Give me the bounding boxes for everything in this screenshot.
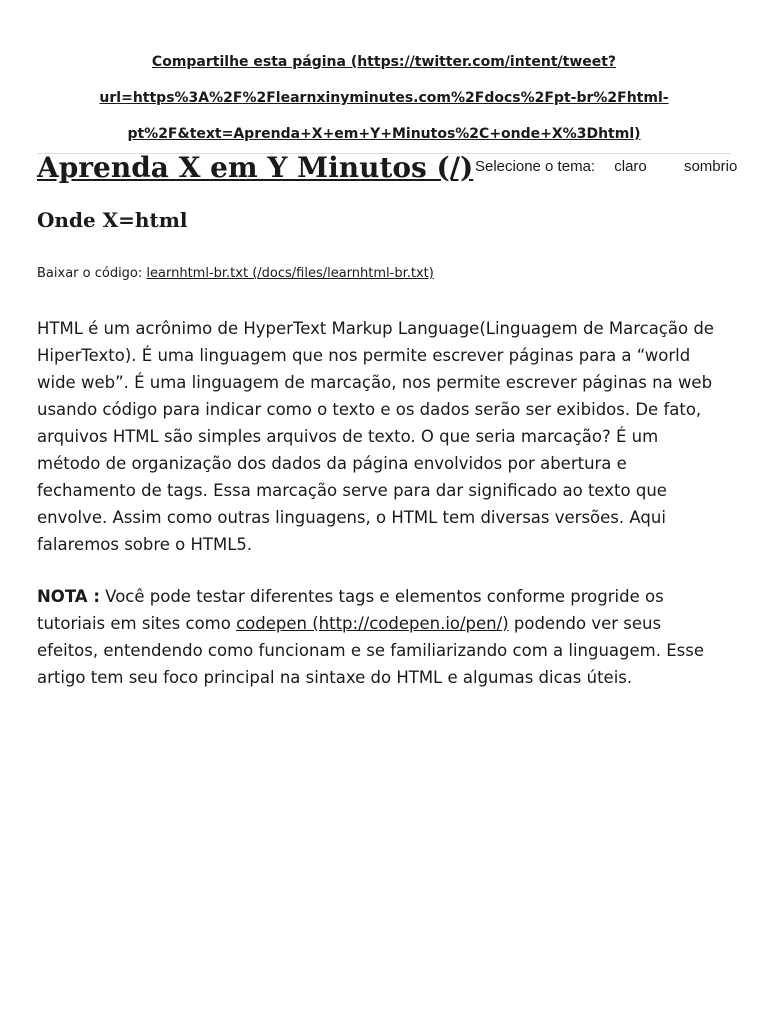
download-line [37,264,434,284]
codepen-link[interactable]: codepen (http://codepen.io/pen/) [236,614,509,633]
intro-line: HiperTexto). É uma linguagem que nos permite escrever páginas para a “world [37,346,691,365]
share-link-line-2[interactable]: url=https%3A%2F%2Flearnxinyminutes.com%2Fdocs%2Fpt-br%2Fhtml- [99,90,669,106]
theme-label: Selecione o tema: [475,158,596,175]
theme-selector [475,157,740,177]
note-line-4: artigo tem seu foco principal na sintaxe do HTML e algumas dicas úteis. [37,668,633,687]
intro-paragraph [37,315,731,558]
theme-option-light[interactable]: claro [614,158,647,175]
note-line-2 [37,610,731,637]
intro-line: usando código para indicar como o texto e os dados serão ser exibidos. De fato, [37,400,702,419]
note-paragraph [37,583,731,691]
note-text: tutoriais em sites como [37,614,237,633]
home-link[interactable]: Aprenda X em Y Minutos (/) [37,151,474,184]
note-text: Você pode testar diferentes tags e elementos conforme progride os [99,587,664,606]
note-line-1 [37,583,731,610]
note-text: podendo ver seus [508,614,662,633]
download-label: Baixar o código: [37,266,147,281]
share-link-line-1[interactable]: Compartilhe esta página (https://twitter.com/intent/tweet? [151,54,617,70]
page-subtitle: Onde X=html [37,208,188,232]
note-label: NOTA : [37,587,100,606]
intro-line: método de organização dos dados da página envolvidos por abertura e [37,454,627,473]
share-block [37,44,731,152]
note-line-3: efeitos, entendendo como funcionam e se familiarizando com a linguagem. Esse [37,641,704,660]
download-link[interactable]: learnhtml-br.txt (/docs/files/learnhtml-br.txt) [146,266,434,281]
share-link-line-3[interactable]: pt%2F&text=Aprenda+X+em+Y+Minutos%2C+onde+X%3Dhtml) [127,126,641,142]
intro-line: arquivos HTML são simples arquivos de texto. O que seria marcação? É um [37,427,659,446]
intro-line: wide web”. É uma linguagem de marcação, nos permite escrever páginas na web [37,373,713,392]
intro-line: envolve. Assim como outras linguagens, o HTML tem diversas versões. Aqui [37,508,666,527]
intro-line: falaremos sobre o HTML5. [37,535,253,554]
intro-line: HTML é um acrônimo de HyperText Markup Language(Linguagem de Marcação de [37,319,714,338]
page-title [37,150,473,186]
intro-line: fechamento de tags. Essa marcação serve para dar significado ao texto que [37,481,667,500]
theme-option-dark[interactable]: sombrio [683,158,738,175]
